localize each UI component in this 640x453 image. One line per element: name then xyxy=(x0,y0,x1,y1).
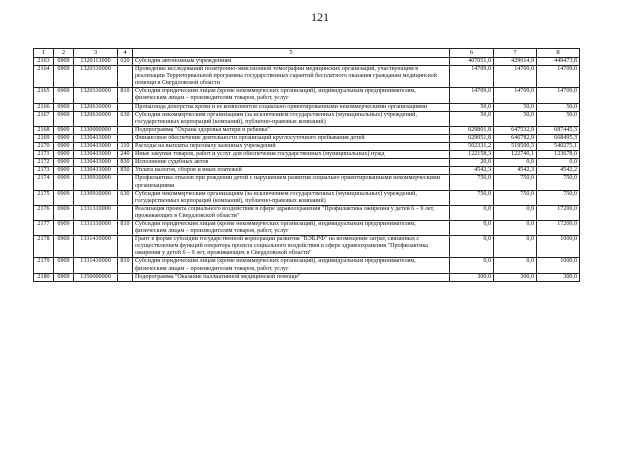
table-row xyxy=(34,273,580,281)
table-row xyxy=(34,66,580,88)
item-name-cell: Реализация проекта социального воздействия в сфере здравоохранения "Профилактика ожирения у детей 6 – 9 лет, проживающих в Свердловской области" xyxy=(133,205,450,220)
amount-col7-cell: 647532,9 xyxy=(494,126,537,134)
amount-col8-cell: 17200,0 xyxy=(537,220,580,235)
target-article-cell: 1320113000 xyxy=(74,58,118,66)
row-number-cell: 2163 xyxy=(34,58,54,66)
amount-col7-cell: 519500,5 xyxy=(494,143,537,151)
amount-col8-cell: 1000,0 xyxy=(537,258,580,273)
amount-col6-cell: 629801,8 xyxy=(450,126,494,134)
amount-col7-cell: 0,0 xyxy=(494,205,537,220)
table-row xyxy=(34,159,580,167)
row-number-cell: 2172 xyxy=(34,159,54,167)
item-name-cell: Субсидии некоммерческим организациям (за исключением государственных (муниципальных) учреждений, государственных корпораций (компаний), публично-правовых компаний) xyxy=(133,190,450,205)
row-number-cell: 2178 xyxy=(34,236,54,258)
expense-type-cell: 240 xyxy=(118,151,133,159)
expense-type-cell: 810 xyxy=(118,220,133,235)
expense-type-cell xyxy=(118,103,133,111)
amount-col7-cell: 50,0 xyxy=(494,103,537,111)
expense-type-cell: 810 xyxy=(118,258,133,273)
section-code-cell: 0909 xyxy=(54,151,74,159)
row-number-cell: 2177 xyxy=(34,220,54,235)
header-cell: 3 xyxy=(74,49,118,58)
amount-col6-cell: 4542,3 xyxy=(450,167,494,175)
row-number-cell: 2179 xyxy=(34,258,54,273)
row-number-cell: 2180 xyxy=(34,273,54,281)
table-row xyxy=(34,175,580,190)
target-article-cell: 1330910000 xyxy=(74,190,118,205)
expense-type-cell: 620 xyxy=(118,58,133,66)
amount-col8-cell: 0,0 xyxy=(537,159,580,167)
item-name-cell: Проведение исследований позитронно-эмиссионной томографии медицинских организаций, участвующим в реализации Территориальной программы государственных гарантий бесплатного оказания гражданам медицинской помощи в Свердловской области xyxy=(133,66,450,88)
section-code-cell: 0909 xyxy=(54,220,74,235)
amount-col6-cell: 750,0 xyxy=(450,190,494,205)
target-article-cell: 1330413000 xyxy=(74,143,118,151)
expense-type-cell: 110 xyxy=(118,143,133,151)
section-code-cell: 0909 xyxy=(54,58,74,66)
header-row xyxy=(34,49,580,58)
item-name-cell: Профилактика отказов при рождении детей с нарушением развития социально ориентированными некоммерческими организациями xyxy=(133,175,450,190)
row-number-cell: 2168 xyxy=(34,126,54,134)
amount-col7-cell: 0,0 xyxy=(494,159,537,167)
amount-col7-cell: 750,0 xyxy=(494,190,537,205)
table-row xyxy=(34,134,580,142)
amount-col7-cell: 14709,0 xyxy=(494,88,537,103)
amount-col7-cell: 50,0 xyxy=(494,111,537,126)
expense-type-cell xyxy=(118,175,133,190)
expense-type-cell: 830 xyxy=(118,159,133,167)
amount-col7-cell: 0,0 xyxy=(494,236,537,258)
amount-col8-cell: 50,0 xyxy=(537,111,580,126)
section-code-cell: 0909 xyxy=(54,175,74,190)
amount-col6-cell: 122158,3 xyxy=(450,151,494,159)
amount-col8-cell: 668495,3 xyxy=(537,134,580,142)
amount-col8-cell: 17200,0 xyxy=(537,205,580,220)
amount-col6-cell: 0,0 xyxy=(450,258,494,273)
budget-table xyxy=(33,48,580,282)
target-article-cell: 1330413000 xyxy=(74,167,118,175)
amount-col6-cell: 502331,2 xyxy=(450,143,494,151)
section-code-cell: 0909 xyxy=(54,159,74,167)
amount-col6-cell: 14709,0 xyxy=(450,66,494,88)
section-code-cell: 0909 xyxy=(54,258,74,273)
header-cell: 1 xyxy=(34,49,54,58)
amount-col6-cell: 629051,8 xyxy=(450,134,494,142)
amount-col6-cell: 50,0 xyxy=(450,103,494,111)
amount-col7-cell: 122740,1 xyxy=(494,151,537,159)
amount-col7-cell: 300,0 xyxy=(494,273,537,281)
section-code-cell: 0909 xyxy=(54,103,74,111)
row-number-cell: 2167 xyxy=(34,111,54,126)
amount-col7-cell: 0,0 xyxy=(494,258,537,273)
item-name-cell: Подпрограмма "Оказание паллиативной медицинской помощи" xyxy=(133,273,450,281)
amount-col6-cell: 407051,0 xyxy=(450,58,494,66)
table-row xyxy=(34,103,580,111)
table-row xyxy=(34,111,580,126)
item-name-cell: Уплата налогов, сборов и иных платежей xyxy=(133,167,450,175)
target-article-cell: 1320610000 xyxy=(74,103,118,111)
section-code-cell: 0909 xyxy=(54,111,74,126)
expense-type-cell: 810 xyxy=(118,88,133,103)
amount-col8-cell: 687445,3 xyxy=(537,126,580,134)
item-name-cell: Грант в форме субсидии государственной корпорации развития "ВЭБ.РФ" на возмещение затрат, связанных с осуществлением функций оператора проекта социального воздействия в сфере здравоохранения "Профилактика ожирения у детей 6 – 9 лет, проживающих в Свердловской области" xyxy=(133,236,450,258)
row-number-cell: 2175 xyxy=(34,190,54,205)
amount-col8-cell: 750,0 xyxy=(537,175,580,190)
row-number-cell: 2174 xyxy=(34,175,54,190)
expense-type-cell: 850 xyxy=(118,167,133,175)
table-row xyxy=(34,126,580,134)
expense-type-cell: 630 xyxy=(118,111,133,126)
target-article-cell: 1320310000 xyxy=(74,88,118,103)
item-name-cell: Подпрограмма "Охрана здоровья матери и ребенка" xyxy=(133,126,450,134)
expense-type-cell xyxy=(118,273,133,281)
header-cell: 4 xyxy=(118,49,133,58)
section-code-cell: 0909 xyxy=(54,134,74,142)
target-article-cell: 1331310000 xyxy=(74,220,118,235)
section-code-cell: 0909 xyxy=(54,126,74,134)
header-cell: 2 xyxy=(54,49,74,58)
table-row xyxy=(34,258,580,273)
amount-col6-cell: 0,0 xyxy=(450,220,494,235)
target-article-cell: 1330413000 xyxy=(74,134,118,142)
item-name-cell: Пропаганда донорства крови и ее компонентов социально ориентированными некоммерческими организациями xyxy=(133,103,450,111)
row-number-cell: 2170 xyxy=(34,143,54,151)
amount-col7-cell: 429614,9 xyxy=(494,58,537,66)
expense-type-cell xyxy=(118,126,133,134)
expense-type-cell xyxy=(118,236,133,258)
amount-col8-cell: 750,0 xyxy=(537,190,580,205)
item-name-cell: Расходы на выплаты персоналу казенных учреждений xyxy=(133,143,450,151)
amount-col8-cell: 14709,0 xyxy=(537,66,580,88)
amount-col7-cell: 14709,0 xyxy=(494,66,537,88)
expense-type-cell xyxy=(118,66,133,88)
expense-type-cell xyxy=(118,134,133,142)
amount-col7-cell: 646782,9 xyxy=(494,134,537,142)
amount-col6-cell: 750,0 xyxy=(450,175,494,190)
section-code-cell: 0909 xyxy=(54,88,74,103)
expense-type-cell: 630 xyxy=(118,190,133,205)
target-article-cell: 1330910000 xyxy=(74,175,118,190)
header-cell: 8 xyxy=(537,49,580,58)
amount-col8-cell: 14709,0 xyxy=(537,88,580,103)
table-row xyxy=(34,190,580,205)
item-name-cell: Субсидии юридическим лицам (кроме некоммерческих организаций), индивидуальным предпринимателям, физическим лицам – производителям товаров, работ, услуг xyxy=(133,88,450,103)
table-row xyxy=(34,220,580,235)
row-number-cell: 2173 xyxy=(34,167,54,175)
row-number-cell: 2171 xyxy=(34,151,54,159)
target-article-cell: 1330413000 xyxy=(74,151,118,159)
amount-col8-cell: 449473,8 xyxy=(537,58,580,66)
item-name-cell: Субсидии автономным учреждениям xyxy=(133,58,450,66)
table-row xyxy=(34,58,580,66)
section-code-cell: 0909 xyxy=(54,190,74,205)
header-cell: 6 xyxy=(450,49,494,58)
amount-col8-cell: 540275,1 xyxy=(537,143,580,151)
amount-col8-cell: 300,0 xyxy=(537,273,580,281)
amount-col6-cell: 14709,0 xyxy=(450,88,494,103)
row-number-cell: 2166 xyxy=(34,103,54,111)
target-article-cell: 1331310000 xyxy=(74,205,118,220)
item-name-cell: Субсидии юридическим лицам (кроме некоммерческих организаций), индивидуальным предпринимателям, физическим лицам – производителям товаров, работ, услуг xyxy=(133,220,450,235)
amount-col6-cell: 300,0 xyxy=(450,273,494,281)
amount-col6-cell: 50,0 xyxy=(450,111,494,126)
row-number-cell: 2164 xyxy=(34,66,54,88)
table-row xyxy=(34,151,580,159)
target-article-cell: 1331410000 xyxy=(74,236,118,258)
row-number-cell: 2169 xyxy=(34,134,54,142)
item-name-cell: Иные закупки товаров, работ и услуг для обеспечения государственных (муниципальных) нужд xyxy=(133,151,450,159)
target-article-cell: 1350000000 xyxy=(74,273,118,281)
section-code-cell: 0909 xyxy=(54,143,74,151)
section-code-cell: 0909 xyxy=(54,205,74,220)
table-row xyxy=(34,167,580,175)
target-article-cell: 1320310000 xyxy=(74,66,118,88)
amount-col7-cell: 750,0 xyxy=(494,175,537,190)
target-article-cell: 1320610000 xyxy=(74,111,118,126)
amount-col6-cell: 0,0 xyxy=(450,205,494,220)
table-row xyxy=(34,236,580,258)
section-code-cell: 0909 xyxy=(54,66,74,88)
header-cell: 7 xyxy=(494,49,537,58)
row-number-cell: 2165 xyxy=(34,88,54,103)
target-article-cell: 1330000000 xyxy=(74,126,118,134)
section-code-cell: 0909 xyxy=(54,167,74,175)
amount-col6-cell: 0,0 xyxy=(450,236,494,258)
section-code-cell: 0909 xyxy=(54,273,74,281)
row-number-cell: 2176 xyxy=(34,205,54,220)
header-cell: 5 xyxy=(133,49,450,58)
amount-col8-cell: 50,0 xyxy=(537,103,580,111)
amount-col7-cell: 0,0 xyxy=(494,220,537,235)
table-row xyxy=(34,88,580,103)
amount-col8-cell: 4542,2 xyxy=(537,167,580,175)
item-name-cell: Субсидии некоммерческим организациям (за исключением государственных (муниципальных) учреждений, государственных корпораций (компаний), публично-правовых компаний) xyxy=(133,111,450,126)
page-number: 121 xyxy=(311,10,329,24)
item-name-cell: Исполнение судебных актов xyxy=(133,159,450,167)
table-row xyxy=(34,143,580,151)
table-row xyxy=(34,205,580,220)
amount-col6-cell: 20,0 xyxy=(450,159,494,167)
amount-col8-cell: 1000,0 xyxy=(537,236,580,258)
amount-col8-cell: 123678,0 xyxy=(537,151,580,159)
item-name-cell: Субсидии юридическим лицам (кроме некоммерческих организаций), индивидуальным предпринимателям, физическим лицам – производителям товаров, работ, услуг xyxy=(133,258,450,273)
target-article-cell: 1330413000 xyxy=(74,159,118,167)
target-article-cell: 1331410000 xyxy=(74,258,118,273)
item-name-cell: Финансовое обеспечение деятельности организаций круглосуточного пребывания детей xyxy=(133,134,450,142)
amount-col7-cell: 4542,3 xyxy=(494,167,537,175)
section-code-cell: 0909 xyxy=(54,236,74,258)
expense-type-cell xyxy=(118,205,133,220)
